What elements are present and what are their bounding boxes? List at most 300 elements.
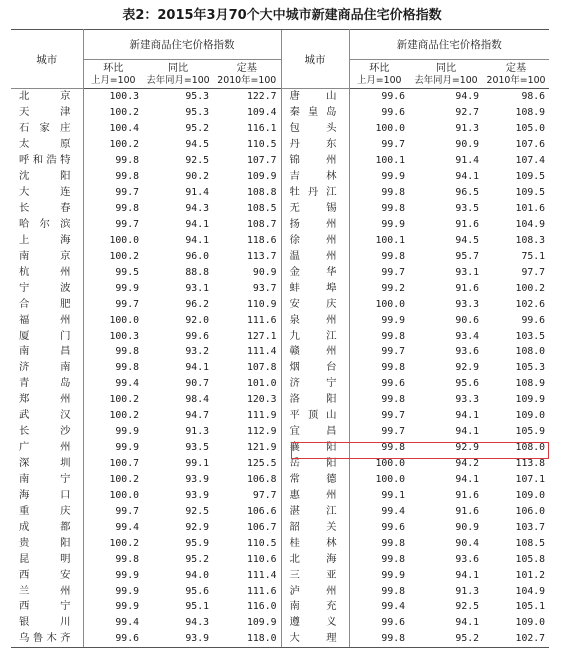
table-row (11, 89, 549, 105)
base-cell: 107.1 (515, 473, 546, 485)
city-cell: 三亚 (281, 567, 349, 583)
yoy-cell: 99.6 (185, 330, 209, 342)
mom-cell: 99.8 (381, 187, 406, 199)
city-cell: 秦皇岛 (281, 105, 349, 121)
city-cell: 武汉 (11, 408, 83, 424)
city-cell: 哈尔滨 (11, 217, 83, 233)
base-cell: 125.5 (247, 458, 277, 470)
yoy-cell: 92.9 (455, 362, 480, 374)
mom-cell: 100.2 (109, 107, 139, 119)
yoy-cell: 94.2 (455, 458, 480, 470)
mom-cell: 99.8 (115, 362, 139, 374)
base-cell: 97.7 (252, 489, 277, 501)
city-cell: 唐山 (281, 89, 349, 105)
table-body (11, 89, 549, 648)
mom-cell: 99.2 (381, 282, 406, 294)
city-cell: 扬州 (281, 217, 349, 233)
base-cell: 116.1 (247, 123, 277, 135)
yoy-cell: 98.4 (185, 394, 209, 406)
city-cell: 太原 (11, 137, 83, 153)
header-row-sub (11, 60, 549, 89)
table-row (11, 201, 549, 217)
yoy-cell: 94.9 (455, 91, 480, 103)
city-cell: 深圳 (11, 456, 83, 472)
city-cell: 大理 (281, 631, 349, 647)
yoy-cell: 91.4 (185, 187, 209, 199)
yoy-cell: 92.7 (455, 107, 480, 119)
base-cell: 103.5 (515, 330, 546, 342)
table-row (11, 248, 549, 264)
header-group-right: 新建商品住宅价格指数 (349, 30, 549, 60)
yoy-cell: 94.1 (455, 410, 480, 422)
base-cell: 106.7 (247, 521, 277, 533)
yoy-cell: 95.7 (455, 250, 480, 262)
city-cell: 长沙 (11, 424, 83, 440)
mom-cell: 99.9 (381, 314, 406, 326)
yoy-cell: 95.9 (185, 537, 209, 549)
base-cell: 121.9 (247, 442, 277, 454)
table-row (11, 264, 549, 280)
base-cell: 102.6 (515, 298, 546, 310)
header-mom-label: 环比 (103, 62, 124, 74)
base-cell: 109.9 (247, 617, 277, 629)
yoy-cell: 93.9 (185, 489, 209, 501)
mom-cell: 99.9 (115, 569, 139, 581)
yoy-cell: 95.3 (185, 91, 209, 103)
mom-cell: 99.1 (381, 489, 406, 501)
table-row (11, 232, 549, 248)
city-cell: 兰州 (11, 583, 83, 599)
yoy-cell: 93.9 (185, 473, 209, 485)
mom-cell: 99.8 (381, 362, 406, 374)
mom-cell: 99.8 (381, 442, 406, 454)
mom-cell: 99.7 (115, 187, 139, 199)
header-yoy-left (143, 60, 213, 89)
base-cell: 108.3 (515, 234, 546, 246)
header-city-right: 城市 (281, 30, 349, 89)
header-mom-left (83, 60, 143, 89)
header-base-label: 定基 (505, 62, 527, 74)
header-mom-sub: 上月=100 (357, 74, 402, 86)
city-cell: 南京 (11, 248, 83, 264)
table-row (11, 296, 549, 312)
city-cell: 济南 (11, 360, 83, 376)
base-cell: 106.8 (247, 473, 277, 485)
yoy-cell: 91.6 (455, 218, 480, 230)
city-cell: 南昌 (11, 344, 83, 360)
yoy-cell: 96.2 (185, 298, 209, 310)
city-cell: 徐州 (281, 232, 349, 248)
base-cell: 99.6 (521, 314, 546, 326)
mom-cell: 100.0 (109, 489, 139, 501)
mom-cell: 99.9 (115, 585, 139, 597)
table-row (11, 392, 549, 408)
base-cell: 105.9 (515, 426, 546, 438)
mom-cell: 99.7 (381, 266, 406, 278)
city-cell: 金华 (281, 264, 349, 280)
table-row (11, 487, 549, 503)
mom-cell: 100.2 (109, 410, 139, 422)
city-cell: 沈阳 (11, 169, 83, 185)
city-cell: 无锡 (281, 201, 349, 217)
table-row (11, 456, 549, 472)
yoy-cell: 93.6 (455, 346, 480, 358)
header-base-label: 定基 (236, 62, 257, 74)
yoy-cell: 95.2 (185, 553, 209, 565)
yoy-cell: 94.1 (185, 234, 209, 246)
city-cell: 蚌埠 (281, 280, 349, 296)
base-cell: 105.1 (515, 601, 546, 613)
base-cell: 113.8 (515, 458, 546, 470)
city-cell: 宜昌 (281, 424, 349, 440)
city-cell: 湛江 (281, 503, 349, 519)
mom-cell: 99.9 (381, 171, 406, 183)
yoy-cell: 91.4 (455, 155, 480, 167)
mom-cell: 99.4 (381, 601, 406, 613)
base-cell: 109.0 (515, 489, 546, 501)
yoy-cell: 92.5 (185, 505, 209, 517)
yoy-cell: 94.5 (455, 234, 480, 246)
yoy-cell: 94.1 (185, 362, 209, 374)
table-row (11, 217, 549, 233)
table-title: 表2：2015年3月70个大中城市新建商品住宅价格指数 (122, 8, 442, 23)
table-row (11, 424, 549, 440)
city-cell: 宁波 (11, 280, 83, 296)
mom-cell: 99.7 (381, 426, 406, 438)
base-cell: 108.7 (247, 218, 277, 230)
yoy-cell: 91.6 (455, 489, 480, 501)
yoy-cell: 96.5 (455, 187, 480, 199)
yoy-cell: 95.2 (409, 631, 483, 647)
base-cell: 111.9 (247, 410, 277, 422)
city-cell: 青岛 (11, 376, 83, 392)
base-cell: 104.9 (515, 585, 546, 597)
table-row (11, 472, 549, 488)
base-cell: 103.7 (515, 521, 546, 533)
yoy-cell: 88.8 (185, 266, 209, 278)
city-cell: 南宁 (11, 472, 83, 488)
yoy-cell: 93.4 (455, 330, 480, 342)
base-cell: 122.7 (247, 91, 277, 103)
base-cell: 111.4 (247, 346, 277, 358)
base-cell: 118.0 (213, 631, 281, 647)
city-cell: 石家庄 (11, 121, 83, 137)
yoy-cell: 93.3 (455, 298, 480, 310)
mom-cell: 100.1 (375, 155, 406, 167)
mom-cell: 99.7 (115, 505, 139, 517)
header-base-right (483, 60, 549, 89)
header-yoy-label: 同比 (435, 62, 457, 74)
yoy-cell: 99.1 (185, 458, 209, 470)
base-cell: 101.2 (515, 569, 546, 581)
yoy-cell: 94.1 (455, 171, 480, 183)
mom-cell: 99.9 (115, 601, 139, 613)
city-cell: 韶关 (281, 519, 349, 535)
city-cell: 常德 (281, 472, 349, 488)
base-cell: 93.7 (252, 282, 277, 294)
table-row (11, 312, 549, 328)
city-cell: 丹东 (281, 137, 349, 153)
mom-cell: 99.4 (115, 521, 139, 533)
mom-cell: 100.4 (109, 123, 139, 135)
mom-cell: 99.8 (349, 631, 409, 647)
city-cell: 包头 (281, 121, 349, 137)
header-mom-right (349, 60, 409, 89)
city-cell: 杭州 (11, 264, 83, 280)
table-row (11, 344, 549, 360)
mom-cell: 100.0 (109, 234, 139, 246)
city-cell: 烟台 (281, 360, 349, 376)
base-cell: 107.7 (247, 155, 277, 167)
base-cell: 108.5 (515, 537, 546, 549)
mom-cell: 99.6 (381, 617, 406, 629)
city-cell: 北京 (11, 89, 83, 105)
city-cell: 银川 (11, 615, 83, 631)
header-group-left: 新建商品住宅价格指数 (83, 30, 281, 60)
mom-cell: 99.6 (83, 631, 143, 647)
yoy-cell: 91.3 (455, 585, 480, 597)
base-cell: 110.5 (247, 537, 277, 549)
mom-cell: 99.8 (115, 553, 139, 565)
yoy-cell: 92.5 (455, 601, 480, 613)
mom-cell: 100.2 (109, 394, 139, 406)
city-cell: 郑州 (11, 392, 83, 408)
base-cell: 111.4 (247, 569, 277, 581)
mom-cell: 100.7 (109, 458, 139, 470)
base-cell: 111.6 (247, 585, 277, 597)
yoy-cell: 94.3 (185, 617, 209, 629)
city-cell: 成都 (11, 519, 83, 535)
city-cell: 遵义 (281, 615, 349, 631)
base-cell: 109.4 (247, 107, 277, 119)
base-cell: 100.2 (515, 282, 546, 294)
base-cell: 108.0 (515, 346, 546, 358)
base-cell: 106.6 (247, 505, 277, 517)
yoy-cell: 93.9 (143, 631, 213, 647)
city-cell: 重庆 (11, 503, 83, 519)
city-cell: 天津 (11, 105, 83, 121)
mom-cell: 100.0 (375, 473, 406, 485)
base-cell: 109.0 (515, 410, 546, 422)
yoy-cell: 91.3 (185, 426, 209, 438)
mom-cell: 99.6 (381, 107, 406, 119)
base-cell: 102.7 (483, 631, 549, 647)
base-cell: 109.0 (515, 617, 546, 629)
mom-cell: 100.2 (109, 250, 139, 262)
city-cell: 北海 (281, 551, 349, 567)
mom-cell: 99.4 (115, 617, 139, 629)
table-row (11, 137, 549, 153)
mom-cell: 99.6 (381, 521, 406, 533)
city-cell: 大连 (11, 185, 83, 201)
header-base-sub: 2010年=100 (217, 74, 277, 86)
table-row (11, 280, 549, 296)
yoy-cell: 96.0 (185, 250, 209, 262)
yoy-cell: 90.7 (185, 378, 209, 390)
table-row (11, 121, 549, 137)
table-row (11, 153, 549, 169)
city-cell: 南充 (281, 599, 349, 615)
city-cell: 西安 (11, 567, 83, 583)
yoy-cell: 92.0 (185, 314, 209, 326)
yoy-cell: 94.1 (455, 617, 480, 629)
city-cell: 乌鲁木齐 (11, 631, 83, 647)
yoy-cell: 94.1 (455, 473, 480, 485)
yoy-cell: 90.2 (185, 171, 209, 183)
mom-cell: 99.8 (115, 203, 139, 215)
mom-cell: 100.1 (375, 234, 406, 246)
base-cell: 116.0 (247, 601, 277, 613)
yoy-cell: 94.5 (185, 139, 209, 151)
base-cell: 111.6 (247, 314, 277, 326)
base-cell: 127.1 (247, 330, 277, 342)
mom-cell: 100.0 (109, 314, 139, 326)
base-cell: 75.1 (521, 250, 546, 262)
mom-cell: 100.0 (375, 458, 406, 470)
header-base-sub: 2010年=100 (486, 74, 546, 86)
base-cell: 120.3 (247, 394, 277, 406)
yoy-cell: 95.1 (185, 601, 209, 613)
yoy-cell: 92.9 (185, 521, 209, 533)
mom-cell: 99.6 (381, 378, 406, 390)
yoy-cell: 90.6 (455, 314, 480, 326)
table-row (11, 535, 549, 551)
city-cell: 长春 (11, 201, 83, 217)
yoy-cell: 91.6 (455, 282, 480, 294)
city-cell: 济宁 (281, 376, 349, 392)
city-cell: 泉州 (281, 312, 349, 328)
yoy-cell: 94.0 (185, 569, 209, 581)
yoy-cell: 93.3 (455, 394, 480, 406)
city-cell: 锦州 (281, 153, 349, 169)
base-cell: 108.9 (515, 378, 546, 390)
base-cell: 109.9 (515, 394, 546, 406)
mom-cell: 99.9 (381, 569, 406, 581)
base-cell: 90.9 (252, 266, 277, 278)
base-cell: 105.3 (515, 362, 546, 374)
mom-cell: 99.8 (381, 394, 406, 406)
base-cell: 105.8 (515, 553, 546, 565)
base-cell: 107.6 (515, 139, 546, 151)
city-cell: 赣州 (281, 344, 349, 360)
base-cell: 106.0 (515, 505, 546, 517)
yoy-cell: 93.2 (185, 346, 209, 358)
yoy-cell: 94.7 (185, 410, 209, 422)
mom-cell: 99.6 (381, 91, 406, 103)
base-cell: 109.5 (515, 187, 546, 199)
yoy-cell: 95.6 (455, 378, 480, 390)
base-cell: 110.6 (247, 553, 277, 565)
mom-cell: 99.7 (115, 298, 139, 310)
city-cell: 惠州 (281, 487, 349, 503)
yoy-cell: 93.5 (185, 442, 209, 454)
yoy-cell: 94.1 (455, 426, 480, 438)
base-cell: 101.0 (247, 378, 277, 390)
yoy-cell: 90.9 (455, 139, 480, 151)
city-cell: 岳阳 (281, 456, 349, 472)
price-index-table (11, 29, 549, 648)
table-row (11, 503, 549, 519)
table-row (11, 631, 549, 647)
mom-cell: 99.7 (115, 218, 139, 230)
table-row (11, 599, 549, 615)
city-cell: 洛阳 (281, 392, 349, 408)
mom-cell: 99.9 (115, 442, 139, 454)
header-yoy-sub: 去年同月=100 (146, 74, 210, 86)
yoy-cell: 91.6 (455, 505, 480, 517)
base-cell: 104.9 (515, 218, 546, 230)
mom-cell: 99.7 (381, 346, 406, 358)
table-row (11, 105, 549, 121)
header-mom-label: 环比 (369, 62, 390, 74)
city-cell: 平顶山 (281, 408, 349, 424)
mom-cell: 100.2 (109, 537, 139, 549)
table-row (11, 440, 549, 456)
city-cell: 合肥 (11, 296, 83, 312)
yoy-cell: 92.9 (455, 442, 480, 454)
table-row (11, 408, 549, 424)
mom-cell: 99.9 (115, 426, 139, 438)
mom-cell: 99.8 (381, 537, 406, 549)
mom-cell: 99.7 (381, 139, 406, 151)
base-cell: 108.8 (247, 187, 277, 199)
base-cell: 108.0 (515, 442, 546, 454)
header-mom-sub: 上月=100 (91, 74, 136, 86)
table-row (11, 169, 549, 185)
yoy-cell: 94.1 (185, 218, 209, 230)
city-cell: 厦门 (11, 328, 83, 344)
city-cell: 广州 (11, 440, 83, 456)
table-row (11, 567, 549, 583)
city-cell: 襄阳 (281, 440, 349, 456)
city-cell: 桂林 (281, 535, 349, 551)
city-cell: 泸州 (281, 583, 349, 599)
mom-cell: 99.8 (381, 585, 406, 597)
city-cell: 呼和浩特 (11, 153, 83, 169)
city-cell: 贵阳 (11, 535, 83, 551)
city-cell: 牡丹江 (281, 185, 349, 201)
yoy-cell: 92.5 (185, 155, 209, 167)
mom-cell: 100.2 (109, 139, 139, 151)
mom-cell: 99.9 (115, 282, 139, 294)
base-cell: 108.9 (515, 107, 546, 119)
yoy-cell: 95.3 (185, 107, 209, 119)
base-cell: 107.4 (515, 155, 546, 167)
yoy-cell: 95.6 (185, 585, 209, 597)
base-cell: 113.7 (247, 250, 277, 262)
yoy-cell: 93.5 (455, 203, 480, 215)
mom-cell: 99.4 (115, 378, 139, 390)
base-cell: 110.9 (247, 298, 277, 310)
yoy-cell: 94.1 (455, 569, 480, 581)
header-yoy-right (409, 60, 483, 89)
base-cell: 112.9 (247, 426, 277, 438)
base-cell: 110.5 (247, 139, 277, 151)
city-cell: 温州 (281, 248, 349, 264)
mom-cell: 99.8 (381, 250, 406, 262)
mom-cell: 100.3 (109, 91, 139, 103)
table-row (11, 185, 549, 201)
table-row (11, 519, 549, 535)
base-cell: 109.5 (515, 171, 546, 183)
base-cell: 105.0 (515, 123, 546, 135)
city-cell: 九江 (281, 328, 349, 344)
yoy-cell: 93.6 (455, 553, 480, 565)
table-row (11, 615, 549, 631)
base-cell: 109.9 (247, 171, 277, 183)
base-cell: 97.7 (521, 266, 546, 278)
city-cell: 上海 (11, 232, 83, 248)
